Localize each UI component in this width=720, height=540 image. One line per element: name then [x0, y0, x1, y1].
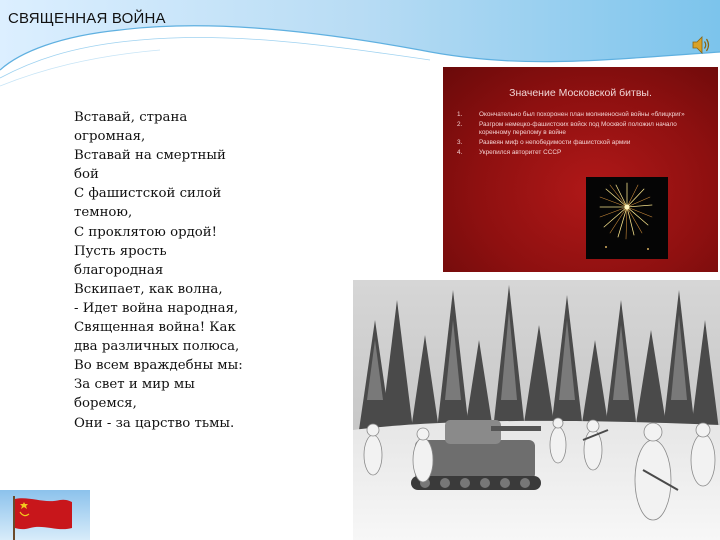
poem-line: Во всем враждебны мы:	[74, 358, 243, 374]
poem-line: Священная война! Как	[74, 320, 236, 336]
inset-list-text: Разгром немецко-фашистских войск под Москвой положил начало коренному перелому в войне	[479, 121, 677, 136]
poem-line: Пусть ярость	[74, 243, 167, 259]
inset-list-number: 1.	[457, 111, 463, 118]
inset-list-number: 3.	[457, 139, 463, 146]
poem-line: два различных полюса,	[74, 339, 240, 355]
poem-line: Вставай, страна	[74, 110, 188, 125]
inset-list-text: Окончательно был похоронен план молниеносной войны «блицкриг»	[479, 111, 685, 118]
inset-list-item	[457, 139, 707, 147]
slide-title: СВЯЩЕННАЯ ВОЙНА	[8, 10, 166, 27]
red-flag-icon	[0, 490, 90, 540]
poem-line: Вставай на смертный	[74, 148, 226, 164]
winter-battle-photo	[353, 280, 720, 540]
inset-list-text: Развеян миф о непобедимости фашистской армии	[479, 139, 631, 146]
poem-line: Вскипает, как волна,	[74, 281, 223, 297]
inset-list-item	[457, 111, 707, 119]
firework-image	[586, 177, 668, 259]
poem-line: бой	[74, 167, 99, 183]
inset-list-item	[457, 149, 707, 157]
inset-slide-list	[457, 111, 707, 159]
inset-list-item	[457, 121, 707, 137]
poem-text	[74, 108, 284, 433]
poem-line: темною,	[74, 205, 133, 221]
poem-line: - Идет война народная,	[74, 300, 239, 316]
inset-list-number: 2.	[457, 121, 463, 128]
poem-line: огромная,	[74, 129, 146, 145]
speaker-icon[interactable]	[690, 34, 712, 56]
poem-line: боремся,	[74, 396, 137, 412]
inset-slide-moscow-battle	[443, 67, 718, 272]
poem-line: За свет и мир мы	[74, 377, 195, 393]
poem-line: Они - за царство тьмы.	[74, 415, 235, 431]
inset-list-number: 4.	[457, 149, 463, 156]
inset-list-text: Укрепился авторитет СССР	[479, 149, 562, 156]
poem-line: С проклятою ордой!	[74, 224, 218, 240]
poem-line: С фашистской силой	[74, 186, 222, 202]
inset-slide-title: Значение Московской битвы.	[509, 87, 652, 99]
poem-line: благородная	[74, 262, 164, 278]
